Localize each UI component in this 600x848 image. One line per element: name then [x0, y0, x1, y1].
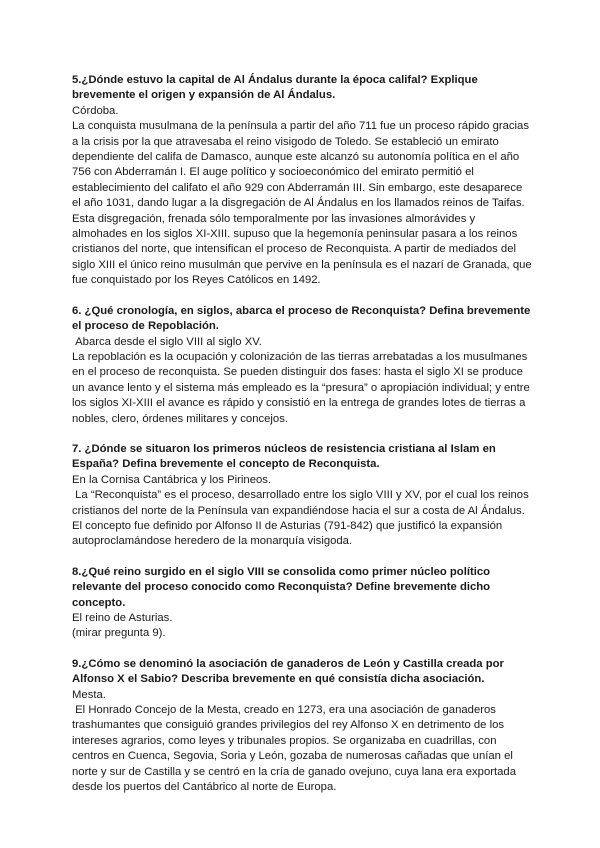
question-heading: 8.¿Qué reino surgido en el siglo VIII se consolida como primer núcleo político relevante del proceso conocido como Reconquista? Define brevemente dicho concepto. — [72, 565, 491, 609]
answer-short: En la Cornisa Cantábrica y los Pirineos. — [72, 473, 272, 486]
question-block-6 — [72, 304, 532, 427]
answer-paragraph: La “Reconquista” es el proceso, desarrollado entre los siglo VIII y XV, por el cual los reinos cristianos del norte de la Península van expandiéndose hacia el sur a costa de Al Ándalus. El concepto fue definido por Alfonso II de Asturias (791-842) que justificó la expansión autoproclamándose heredero de la monarquía visigoda. — [72, 489, 532, 548]
question-block-9 — [72, 657, 532, 796]
question-heading: 7. ¿Dónde se situaron los primeros núcleos de resistencia cristiana al Islam en España? Defina brevemente el concepto de Reconquista. — [72, 442, 496, 471]
document-page — [72, 73, 535, 810]
question-heading: 9.¿Cómo se denominó la asociación de ganaderos de León y Castilla creada por Alfonso X el Sabio? Describa brevemente en qué consistía dicha asociación. — [72, 657, 504, 686]
answer-paragraph: La repoblación es la ocupación y colonización de las tierras arrebatadas a los musulmanes en el proceso de reconquista. Se pueden distinguir dos fases: hasta el siglo XI se produce un avance lento y el sistema más empleado es la “presura” o apropiación individual; y entre los siglos XI-XIII el avance es rápido y consistió en la entrega de grandes lotes de tierras a nobles, clero, órdenes militares y concejos. — [72, 350, 533, 425]
question-heading: 6. ¿Qué cronología, en siglos, abarca el proceso de Reconquista? Defina brevemente el proceso de Repoblación. — [72, 304, 531, 333]
question-block-5 — [72, 73, 535, 289]
answer-note: (mirar pregunta 9). — [72, 627, 166, 640]
question-heading: 5.¿Dónde estuvo la capital de Al Ándalus durante la época califal? Explique brevemente el origen y expansión de Al Ándalus. — [72, 74, 478, 102]
answer-short: Córdoba. — [72, 104, 119, 117]
answer-short: El reino de Asturias. — [72, 612, 173, 624]
answer-paragraph: El Honrado Concejo de la Mesta, creado en 1273, era una asociación de ganaderos trashumantes que consiguió grandes privilegios del rey Alfonso X en detrimento de los intereses agrarios, como leyes y tribunales propios. Se organizaba en cuadrillas, con centros en Cuenca, Segovia, Soria y León, gozaba de numerosas cañadas que unían el norte y sur de Castilla y se centró en la cría de ganado ovejuno, cuya lana era exportada desde los puertos del Cantábrico al norte de Europa. — [72, 704, 520, 794]
question-block-7 — [72, 442, 532, 550]
question-block-8 — [72, 565, 532, 642]
answer-short: Mesta. — [72, 688, 106, 701]
answer-paragraph: La conquista musulmana de la península a partir del año 711 fue un proceso rápido gracias a la crisis por la que atravesaba el reino visigodo de Toledo. Se estableció un emirato dependiente del califa de Damasco, aunque este alcanzó su autonomía política en el año 756 con Abderramán I. El auge político y socioeconómico del emirato permitió el establecimiento del califato el año 929 con Abderramán III. Sin embargo, este desaparece el año 1031, dando lugar a la disgregación de Al Ándalus en los llamados reinos de Taifas. Esta disgregación, frenada sólo temporalmente por las invasiones almorávides y almohades en los siglos XI-XIII. supuso que la hegemonía peninsular pasara a los reinos cristianos del norte, que intensifican el proceso de Reconquista. A partir de mediados del siglo XIII el único reino musulmán que pervive en la península es el nazarí de Granada, que fue conquistado por los Reyes Católicos en 1492. — [72, 120, 535, 287]
answer-short: Abarca desde el siglo VIII al siglo XV. — [72, 335, 262, 348]
